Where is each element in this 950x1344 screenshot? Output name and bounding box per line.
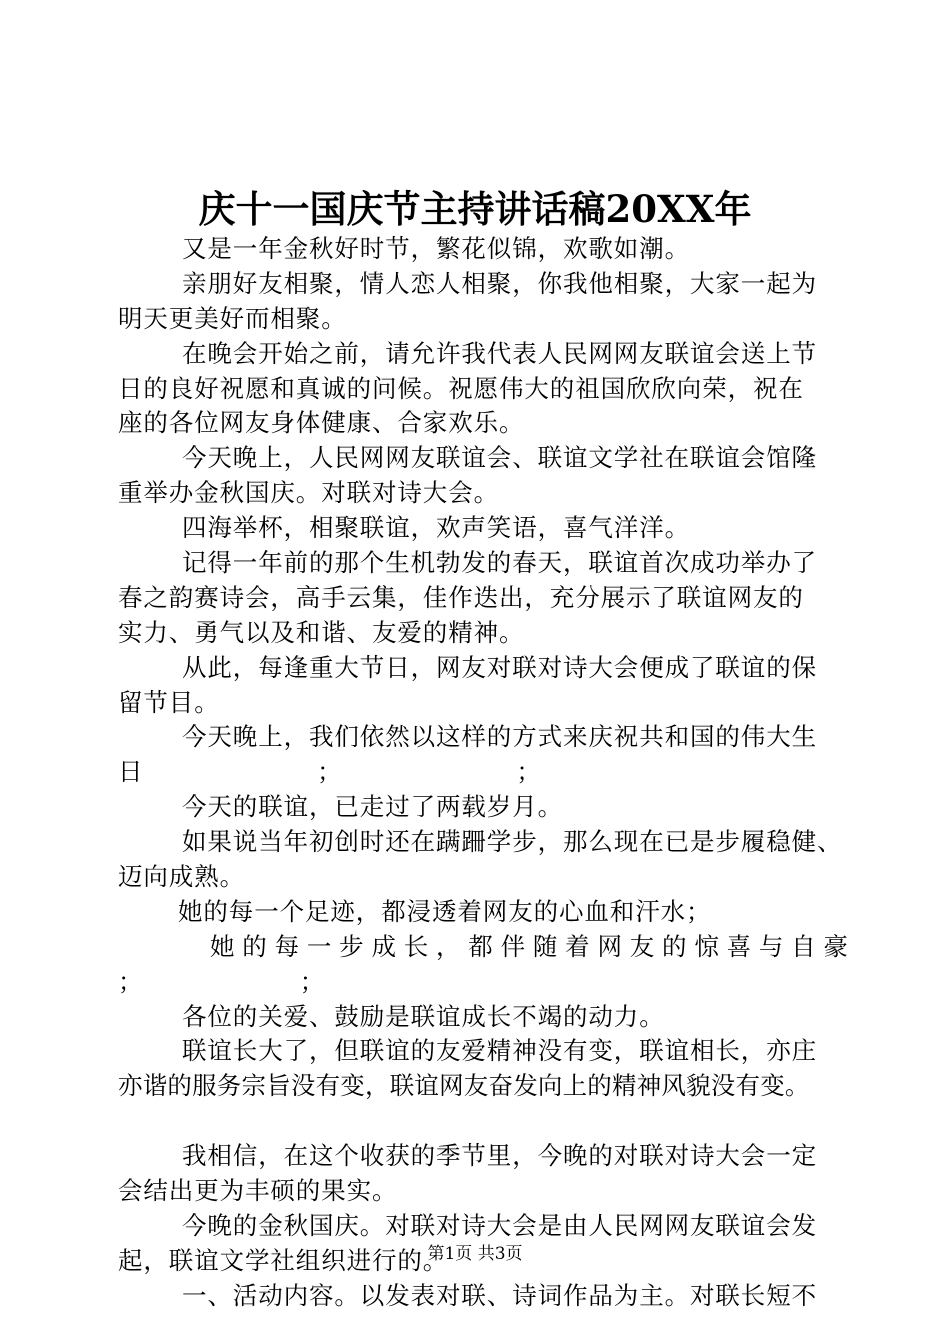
paragraph-line: 明天更美好而相聚。 (118, 303, 347, 333)
paragraph-line: 记得一年前的那个生机勃发的春天，联谊首次成功举办了 (182, 548, 817, 578)
page-footer: 第1页 共3页 (427, 1244, 523, 1264)
paragraph-line: 会结出更为丰硕的果实。 (118, 1176, 398, 1206)
document-title: 庆十一国庆节主持讲话稿20XX年 (198, 187, 752, 231)
paragraph-line: 四海举杯，相聚联谊，欢声笑语，喜气洋洋。 (182, 513, 690, 543)
paragraph-line: 日 ； ； (118, 757, 542, 787)
paragraph-line: 联谊长大了，但联谊的友爱精神没有变，联谊相长，亦庄 (182, 1036, 817, 1066)
paragraph-line: 如果说当年初创时还在蹒跚学步，那么现在已是步履稳健、 (182, 827, 843, 857)
paragraph-line: 今天晚上，我们依然以这样的方式来庆祝共和国的伟大生 (182, 722, 817, 752)
paragraph-line: 一、活动内容。以发表对联、诗词作品为主。对联长短不 (182, 1280, 817, 1310)
paragraph-line: ； ； (118, 966, 326, 996)
paragraph-line: 今天晚上，人民网网友联谊会、联谊文学社在联谊会馆隆 (182, 443, 817, 473)
paragraph-line: 亦谐的服务宗旨没有变，联谊网友奋发向上的精神风貌没有变。 (118, 1071, 810, 1101)
paragraph-line: 日的良好祝愿和真诚的问候。祝愿伟大的祖国欣欣向荣，祝在 (118, 373, 804, 403)
paragraph-line: 在晚会开始之前，请允许我代表人民网网友联谊会送上节 (182, 338, 817, 368)
paragraph-line: 今天的联谊，已走过了两载岁月。 (182, 792, 563, 822)
blank-line (118, 1104, 834, 1139)
paragraph-line: 又是一年金秋好时节，繁花似锦，欢歌如潮。 (182, 234, 690, 263)
paragraph-line: 我相信，在这个收获的季节里，今晚的对联对诗大会一定 (182, 1141, 817, 1171)
paragraph-line: 今晚的金秋国庆。对联对诗大会是由人民网网友联谊会发 (182, 1210, 817, 1240)
paragraph-line: 迈向成熟。 (118, 862, 245, 892)
paragraph-line: 起，联谊文学社组织进行的。 (118, 1245, 449, 1275)
document-body (118, 232, 848, 1314)
paragraph-line: 实力、勇气以及和谐、友爱的精神。 (118, 617, 525, 647)
paragraph-line: 从此，每逢重大节日，网友对联对诗大会便成了联谊的保 (182, 652, 817, 682)
paragraph-line: 重举办金秋国庆。对联对诗大会。 (118, 478, 499, 508)
paragraph-line: 她 的 每 一 步 成 长 ， 都 伴 随 着 网 友 的 惊 喜 与 自 豪 (210, 931, 848, 961)
paragraph-line: 亲朋好友相聚，情人恋人相聚，你我他相聚，大家一起为 (182, 268, 817, 298)
paragraph-line: 春之韵赛诗会，高手云集，佳作迭出，充分展示了联谊网友的 (118, 582, 804, 612)
paragraph-line: 各位的关爱、鼓励是联谊成长不竭的动力。 (182, 1001, 665, 1031)
paragraph-line: 她的每一个足迹，都浸透着网友的心血和汗水； (178, 896, 712, 926)
paragraph-line: 座的各位网友身体健康、合家欢乐。 (118, 408, 525, 438)
paragraph-line: 留节目。 (118, 687, 220, 717)
